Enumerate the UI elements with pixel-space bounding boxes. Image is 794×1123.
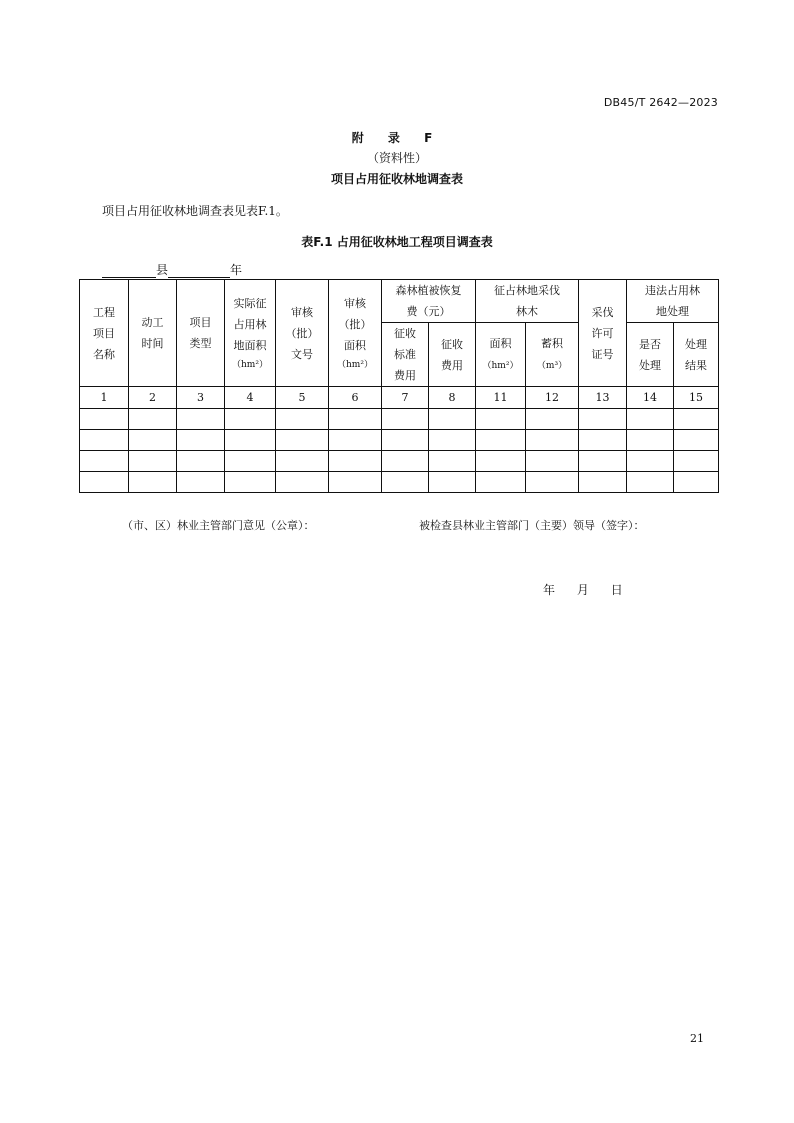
column-number-row: [80, 387, 719, 409]
appendix-title: 附 录 F: [351, 131, 443, 145]
county-label: 县: [156, 263, 169, 277]
table-cell[interactable]: [429, 451, 476, 472]
table-cell[interactable]: [429, 472, 476, 493]
table-cell[interactable]: [476, 430, 526, 451]
table-cell[interactable]: [674, 409, 719, 430]
column-number: 8: [429, 387, 476, 409]
table-cell[interactable]: [276, 409, 329, 430]
year-blank: [168, 264, 230, 278]
table-cell[interactable]: [476, 472, 526, 493]
table-cell[interactable]: [225, 472, 276, 493]
header-project-name: 工程项目名称: [80, 280, 129, 387]
header-restoration-fee: 森林植被恢复费（元）: [382, 280, 476, 323]
table-cell[interactable]: [177, 430, 225, 451]
table-cell[interactable]: [329, 430, 382, 451]
column-number: 15: [674, 387, 719, 409]
table-cell[interactable]: [80, 409, 129, 430]
table-cell[interactable]: [429, 430, 476, 451]
table-cell[interactable]: [526, 472, 579, 493]
table-row: [80, 451, 719, 472]
table-cell[interactable]: [129, 451, 177, 472]
column-number: 5: [276, 387, 329, 409]
table-cell[interactable]: [526, 409, 579, 430]
table-cell[interactable]: [579, 430, 627, 451]
header-approval-doc: 审核（批）文号: [276, 280, 329, 387]
column-number: 3: [177, 387, 225, 409]
header-fee-standard: 征收标准费用: [382, 323, 429, 387]
table-cell[interactable]: [276, 430, 329, 451]
document-code: DB45/T 2642—2023: [603, 96, 718, 109]
table-caption: 表F.1 占用征收林地工程项目调查表: [301, 235, 493, 249]
forestry-dept-opinion-label: （市、区）林业主管部门意见（公章）：: [122, 519, 315, 532]
header-start-time: 动工时间: [129, 280, 177, 387]
date-day-label: 日: [610, 583, 623, 597]
column-number: 12: [526, 387, 579, 409]
county-year-line: [102, 261, 242, 278]
county-blank: [102, 264, 156, 278]
table-cell[interactable]: [276, 472, 329, 493]
column-number: 11: [476, 387, 526, 409]
survey-table: [79, 279, 719, 493]
table-cell[interactable]: [526, 451, 579, 472]
header-actual-area: 实际征占用林地面积 （hm²）: [225, 280, 276, 387]
year-label: 年: [230, 263, 243, 277]
table-cell[interactable]: [129, 409, 177, 430]
header-logging: 征占林地采伐林木: [476, 280, 579, 323]
table-cell[interactable]: [129, 430, 177, 451]
table-cell[interactable]: [674, 472, 719, 493]
date-month-label: 月: [576, 583, 589, 597]
table-cell[interactable]: [382, 472, 429, 493]
table-cell[interactable]: [579, 472, 627, 493]
intro-text: 项目占用征收林地调查表见表F.1。: [102, 204, 288, 218]
header-handling-result: 处理结果: [674, 323, 719, 387]
table-cell[interactable]: [627, 472, 674, 493]
table-cell[interactable]: [329, 472, 382, 493]
column-number: 2: [129, 387, 177, 409]
table-cell[interactable]: [382, 409, 429, 430]
column-number: 6: [329, 387, 382, 409]
table-cell[interactable]: [177, 451, 225, 472]
header-fee-collected: 征收费用: [429, 323, 476, 387]
header-logging-volume: 蓄积 （m³）: [526, 323, 579, 387]
header-row-1: [80, 280, 719, 323]
table-cell[interactable]: [382, 430, 429, 451]
header-approval-area: 审核（批）面积 （hm²）: [329, 280, 382, 387]
table-cell[interactable]: [476, 409, 526, 430]
table-cell[interactable]: [674, 451, 719, 472]
date-year-label: 年: [543, 583, 556, 597]
table-row: [80, 430, 719, 451]
table-cell[interactable]: [579, 451, 627, 472]
table-cell[interactable]: [225, 430, 276, 451]
table-cell[interactable]: [526, 430, 579, 451]
table-cell[interactable]: [177, 409, 225, 430]
header-logging-area: 面积 （hm²）: [476, 323, 526, 387]
table-cell[interactable]: [579, 409, 627, 430]
table-cell[interactable]: [476, 451, 526, 472]
header-logging-permit: 采伐许可证号: [579, 280, 627, 387]
column-number: 7: [382, 387, 429, 409]
table-cell[interactable]: [177, 472, 225, 493]
table-cell[interactable]: [627, 409, 674, 430]
table-cell[interactable]: [382, 451, 429, 472]
header-is-handled: 是否处理: [627, 323, 674, 387]
table-row: [80, 409, 719, 430]
table-cell[interactable]: [674, 430, 719, 451]
page-number: 21: [690, 1032, 704, 1045]
column-number: 4: [225, 387, 276, 409]
table-cell[interactable]: [225, 451, 276, 472]
table-cell[interactable]: [80, 472, 129, 493]
table-cell[interactable]: [225, 409, 276, 430]
column-number: 13: [579, 387, 627, 409]
header-project-type: 项目类型: [177, 280, 225, 387]
date-line: [543, 581, 641, 598]
appendix-subtitle: （资料性）: [366, 151, 427, 165]
table-cell[interactable]: [329, 409, 382, 430]
table-cell[interactable]: [80, 430, 129, 451]
table-cell[interactable]: [627, 451, 674, 472]
column-number: 1: [80, 387, 129, 409]
table-cell[interactable]: [276, 451, 329, 472]
table-cell[interactable]: [627, 430, 674, 451]
column-number: 14: [627, 387, 674, 409]
appendix-name: 项目占用征收林地调查表: [330, 172, 463, 186]
table-row: [80, 472, 719, 493]
leader-signature-label: 被检查县林业主管部门（主要）领导（签字）：: [419, 519, 645, 532]
table-cell[interactable]: [429, 409, 476, 430]
table-cell[interactable]: [329, 451, 382, 472]
table-cell[interactable]: [129, 472, 177, 493]
header-illegal-use: 违法占用林地处理: [627, 280, 719, 323]
table-cell[interactable]: [80, 451, 129, 472]
